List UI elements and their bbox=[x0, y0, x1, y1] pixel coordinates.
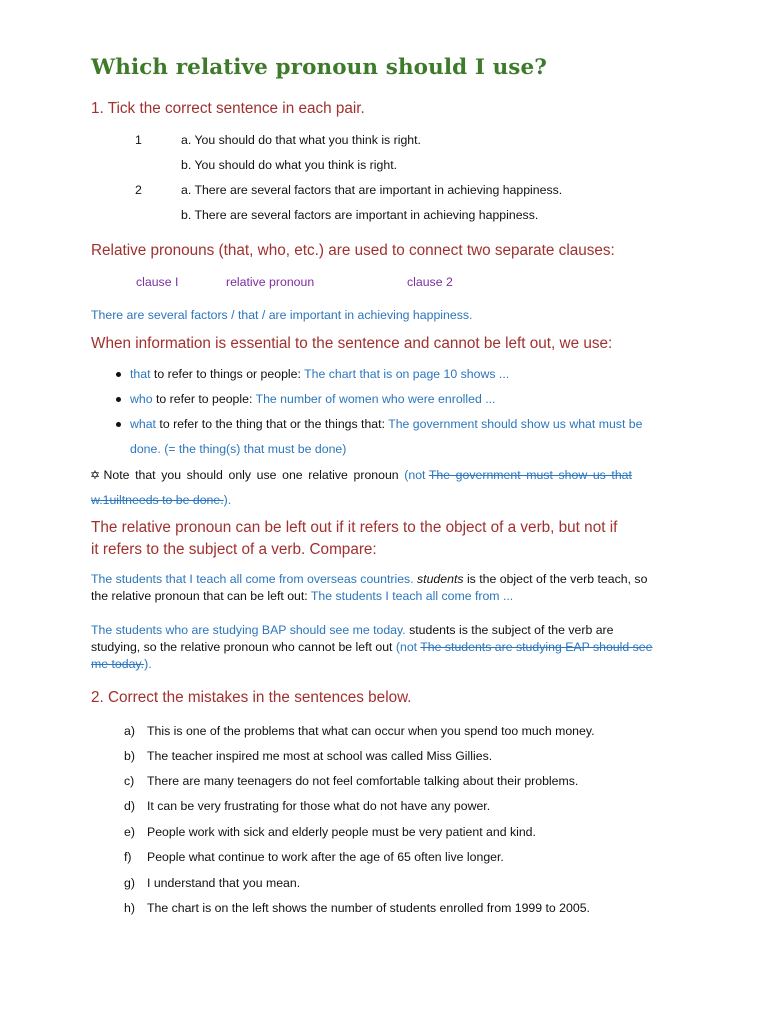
compare-2-struck-1: The students are studying EAP should see bbox=[420, 640, 653, 654]
relative-pronoun-label: relative pronoun bbox=[226, 275, 315, 289]
use-that bbox=[130, 367, 509, 381]
use-what bbox=[130, 417, 642, 431]
exercise-sentence: The teacher inspired me most at school was called Miss Gillies. bbox=[147, 749, 493, 763]
left-out-heading-line-1: The relative pronoun can be left out if it refers to the object of a verb, but not if bbox=[91, 519, 618, 536]
page-title: Which relative pronoun should I use? bbox=[91, 55, 547, 80]
use-text: to refer to people: bbox=[152, 392, 256, 406]
compare-1-line2-text: the relative pronoun that can be left out: bbox=[91, 589, 311, 603]
clause-2-label: clause 2 bbox=[407, 275, 453, 289]
compare-2-line-1 bbox=[91, 623, 613, 637]
compare-2-line-3 bbox=[91, 657, 152, 671]
note-struck-1: The government must show us that bbox=[428, 468, 632, 482]
use-word: who bbox=[130, 392, 153, 406]
note-line-1 bbox=[90, 468, 632, 482]
note-struck-2: w.1uiltneeds to be done. bbox=[91, 493, 224, 507]
compare-1-text: is the object of the verb teach, so bbox=[463, 572, 648, 586]
compare-2-example: The students who are studying BAP should see me today. bbox=[91, 623, 406, 637]
use-what-continued: done. (= the thing(s) that must be done) bbox=[130, 442, 347, 456]
note-close: ). bbox=[223, 493, 232, 507]
compare-1-line-1 bbox=[91, 572, 647, 586]
exercise-letter: e) bbox=[124, 825, 135, 839]
compare-2-struck-2: me today. bbox=[91, 657, 145, 671]
exercise-sentence: This is one of the problems that what can occur when you spend too much money. bbox=[147, 724, 595, 738]
section1-heading: 1. Tick the correct sentence in each pair. bbox=[91, 100, 365, 117]
exercise-sentence: It can be very frustrating for those what do not have any power. bbox=[147, 799, 491, 813]
relative-pronouns-heading: Relative pronouns (that, who, etc.) are used to connect two separate clauses: bbox=[91, 242, 615, 259]
pair-2-number: 2 bbox=[135, 183, 142, 197]
compare-2-line2-text: studying, so the relative pronoun who cannot be left out bbox=[91, 640, 396, 654]
pair-2-option-b: b. There are several factors are important in achieving happiness. bbox=[181, 208, 539, 222]
use-example: The government should show us what must be bbox=[388, 417, 643, 431]
exercise-letter: g) bbox=[124, 876, 135, 890]
exercise-letter: h) bbox=[124, 901, 135, 915]
compare-2-open: (not bbox=[395, 640, 421, 654]
section2-heading: 2. Correct the mistakes in the sentences below. bbox=[91, 689, 412, 706]
use-example: The chart that is on page 10 shows ... bbox=[304, 367, 510, 381]
compare-1-line-2 bbox=[91, 589, 513, 603]
pair-1-option-a: a. You should do that what you think is right. bbox=[181, 133, 421, 147]
clause-example: There are several factors / that / are important in achieving happiness. bbox=[91, 308, 473, 322]
exercise-letter: a) bbox=[124, 724, 135, 738]
left-out-heading-line-2: it refers to the subject of a verb. Compare: bbox=[91, 541, 377, 558]
bullet-dot bbox=[116, 372, 121, 377]
pair-2-option-a: a. There are several factors that are important in achieving happiness. bbox=[181, 183, 563, 197]
compare-1-line2-example: The students I teach all come from ... bbox=[310, 589, 514, 603]
note-line-2 bbox=[91, 493, 231, 507]
essential-heading: When information is essential to the sentence and cannot be left out, we use: bbox=[91, 335, 613, 352]
pair-1-option-b: b. You should do what you think is right. bbox=[181, 158, 398, 172]
compare-1-italic: students bbox=[417, 572, 464, 586]
use-text: to refer to things or people: bbox=[150, 367, 305, 381]
star-of-david-icon: ✡ bbox=[90, 468, 101, 482]
bullet-dot bbox=[116, 422, 121, 427]
use-text: to refer to the thing that or the things that: bbox=[155, 417, 389, 431]
compare-2-close: ). bbox=[144, 657, 152, 671]
use-word: that bbox=[130, 367, 151, 381]
use-word: what bbox=[130, 417, 156, 431]
use-who bbox=[130, 392, 495, 406]
exercise-sentence: People work with sick and elderly people must be very patient and kind. bbox=[147, 825, 536, 839]
pair-1-number: 1 bbox=[135, 133, 142, 147]
exercise-letter: d) bbox=[124, 799, 135, 813]
note-open: (not bbox=[404, 468, 429, 482]
compare-1-example: The students that I teach all come from overseas countries. bbox=[91, 572, 418, 586]
note-text: Note that you should only use one relative pronoun bbox=[103, 468, 405, 482]
bullet-dot bbox=[116, 397, 121, 402]
exercise-sentence: There are many teenagers do not feel comfortable talking about their problems. bbox=[147, 774, 579, 788]
exercise-letter: f) bbox=[124, 850, 132, 864]
exercise-letter: c) bbox=[124, 774, 135, 788]
exercise-sentence: I understand that you mean. bbox=[147, 876, 301, 890]
exercise-sentence: The chart is on the left shows the number of students enrolled from 1999 to 2005. bbox=[147, 901, 590, 915]
exercise-sentence: People what continue to work after the age of 65 often live longer. bbox=[147, 850, 504, 864]
exercise-letter: b) bbox=[124, 749, 135, 763]
compare-2-line-2 bbox=[91, 640, 652, 654]
compare-2-text: students is the subject of the verb are bbox=[405, 623, 614, 637]
clause-1-label: clause I bbox=[136, 275, 179, 289]
use-example: The number of women who were enrolled ... bbox=[255, 392, 496, 406]
